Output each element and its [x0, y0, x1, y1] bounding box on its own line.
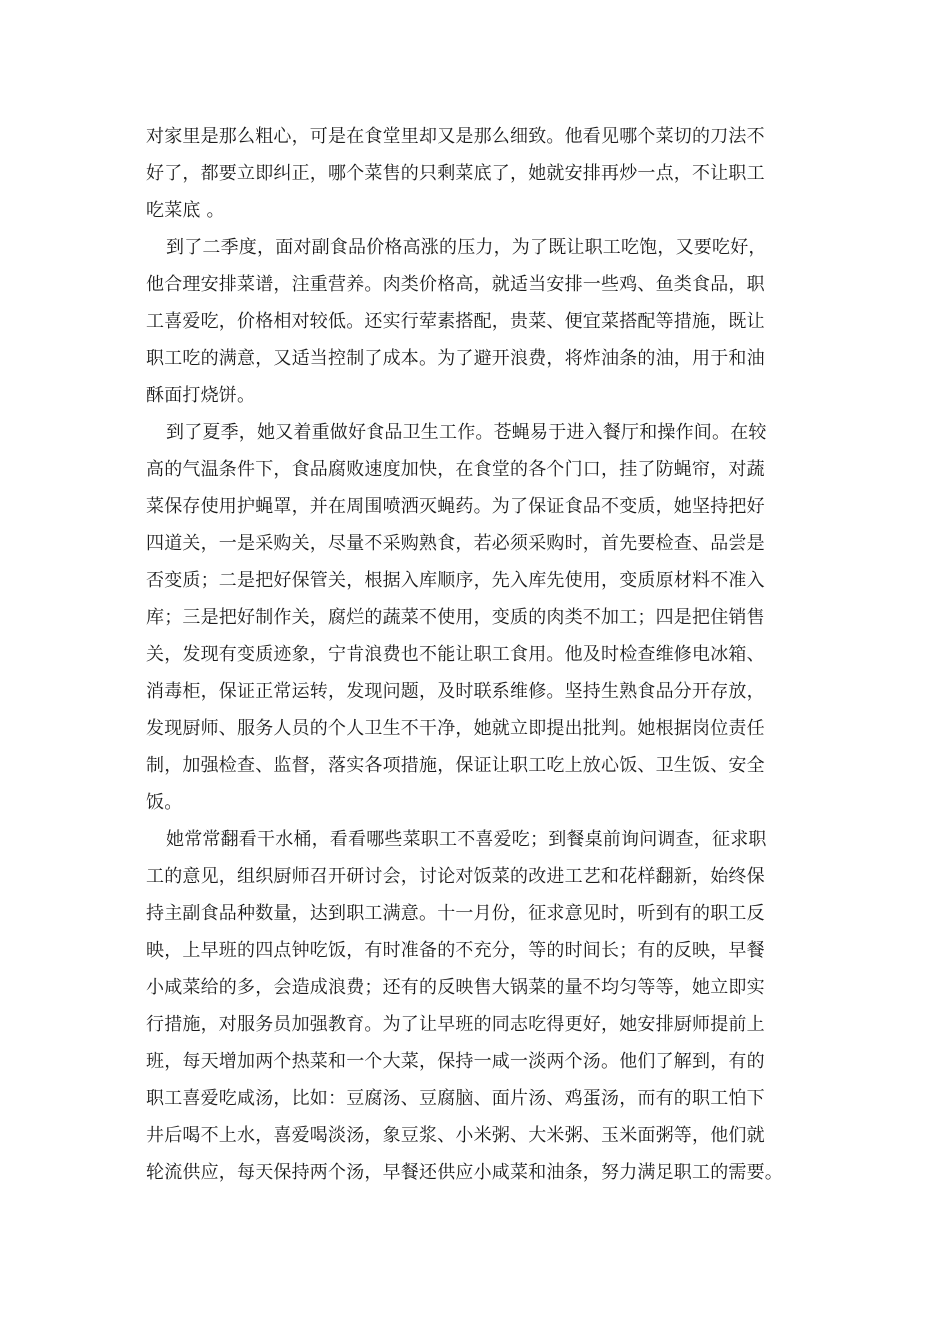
text-line: 职工吃的满意，又适当控制了成本。为了避开浪费，将炸油条的油，用于和油 [146, 348, 765, 369]
document-body [146, 118, 812, 1191]
text-line: 工喜爱吃，价格相对较低。还实行荤素搭配，贵菜、便宜菜搭配等措施，既让 [146, 311, 765, 332]
text-line: 制，加强检查、监督，落实各项措施，保证让职工吃上放心饭、卫生饭、安全 [146, 755, 765, 776]
text-line: 井后喝不上水，喜爱喝淡汤，象豆浆、小米粥、大米粥、玉米面粥等，他们就 [146, 1125, 765, 1146]
text-line: 库；三是把好制作关，腐烂的蔬菜不使用，变质的肉类不加工；四是把住销售 [146, 607, 765, 628]
text-line: 到了二季度，面对副食品价格高涨的压力，为了既让职工吃饱，又要吃好， [166, 237, 767, 258]
text-line: 持主副食品种数量，达到职工满意。十一月份，征求意见时，听到有的职工反 [146, 903, 765, 924]
text-line: 发现厨师、服务人员的个人卫生不干净，她就立即提出批判。她根据岗位责任 [146, 718, 765, 739]
text-line: 好了，都要立即纠正，哪个菜售的只剩菜底了，她就安排再炒一点，不让职工 [146, 163, 765, 184]
text-line: 高的气温条件下，食品腐败速度加快，在食堂的各个门口，挂了防蝇帘，对蔬 [146, 459, 765, 480]
text-line: 职工喜爱吃咸汤，比如：豆腐汤、豆腐脑、面片汤、鸡蛋汤，而有的职工怕下 [146, 1088, 765, 1109]
text-line: 饭。 [146, 792, 183, 813]
text-line: 她常常翻看干水桶，看看哪些菜职工不喜爱吃；到餐桌前询问调查，征求职 [166, 829, 767, 850]
text-line: 酥面打烧饼。 [146, 385, 256, 406]
text-line: 班，每天增加两个热菜和一个大菜，保持一咸一淡两个汤。他们了解到，有的 [146, 1051, 765, 1072]
text-line: 小咸菜给的多，会造成浪费；还有的反映售大锅菜的量不均匀等等，她立即实 [146, 977, 765, 998]
paragraph [146, 821, 812, 1191]
text-line: 关，发现有变质迹象，宁肯浪费也不能让职工食用。他及时检查维修电冰箱、 [146, 644, 765, 665]
paragraph [146, 118, 812, 229]
paragraph [146, 229, 812, 414]
text-line: 映，上早班的四点钟吃饭，有时准备的不充分，等的时间长；有的反映，早餐 [146, 940, 765, 961]
text-line: 四道关，一是采购关，尽量不采购熟食，若必须采购时，首先要检查、品尝是 [146, 533, 765, 554]
text-line: 他合理安排菜谱，注重营养。肉类价格高，就适当安排一些鸡、鱼类食品，职 [146, 274, 765, 295]
text-line: 到了夏季，她又着重做好食品卫生工作。苍蝇易于进入餐厅和操作间。在较 [166, 422, 767, 443]
text-line: 否变质；二是把好保管关，根据入库顺序，先入库先使用，变质原材料不准入 [146, 570, 765, 591]
text-line: 工的意见，组织厨师召开研讨会，讨论对饭菜的改进工艺和花样翻新，始终保 [146, 866, 765, 887]
text-line: 消毒柜，保证正常运转，发现问题，及时联系维修。坚持生熟食品分开存放， [146, 681, 765, 702]
text-line: 菜保存使用护蝇罩，并在周围喷洒灭蝇药。为了保证食品不变质，她坚持把好 [146, 496, 765, 517]
text-line: 对家里是那么粗心，可是在食堂里却又是那么细致。他看见哪个菜切的刀法不 [146, 126, 765, 147]
text-line: 轮流供应，每天保持两个汤，早餐还供应小咸菜和油条，努力满足职工的需要。 [146, 1162, 783, 1183]
paragraph [146, 414, 812, 821]
text-line: 吃菜底 。 [146, 200, 225, 221]
text-line: 行措施，对服务员加强教育。为了让早班的同志吃得更好，她安排厨师提前上 [146, 1014, 765, 1035]
